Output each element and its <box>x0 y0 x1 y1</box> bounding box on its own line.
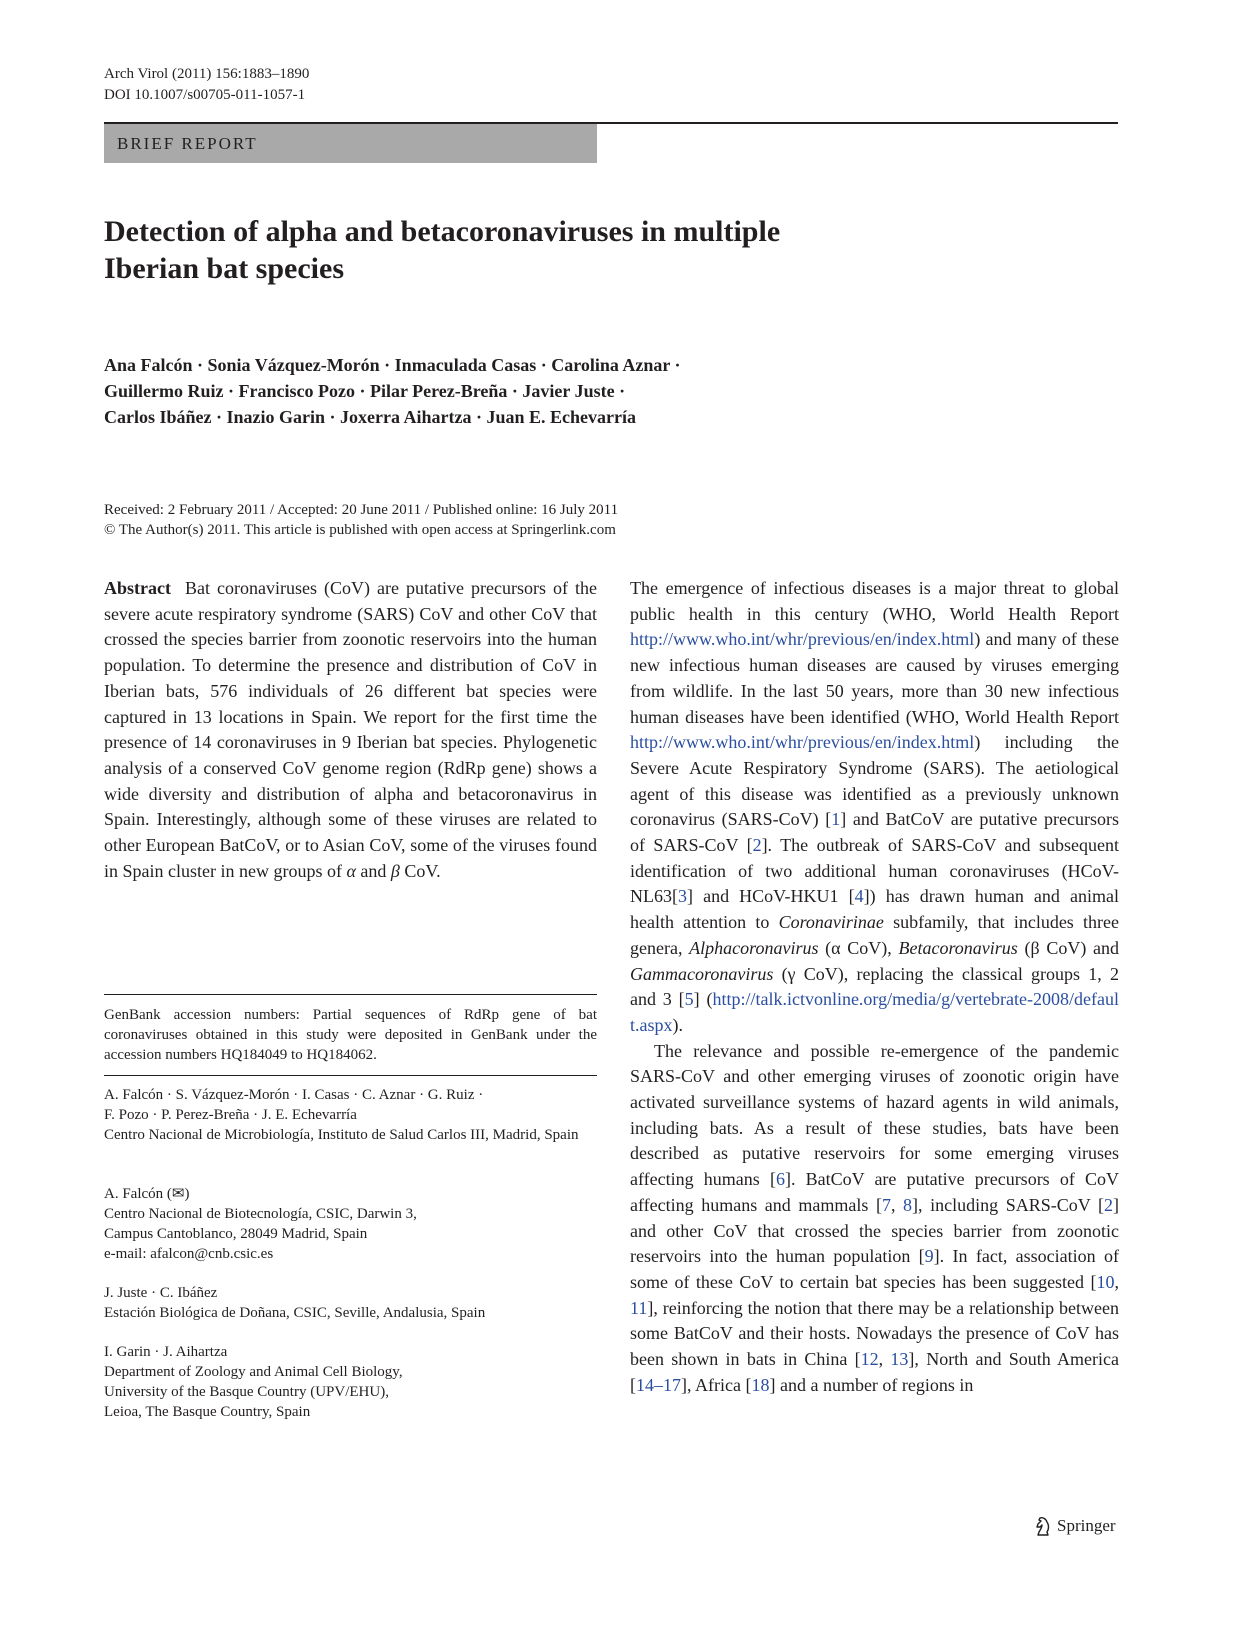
citation-link[interactable]: 18 <box>751 1374 770 1395</box>
body-text-run: ] ( <box>693 989 713 1010</box>
affiliation-names <box>104 1184 597 1204</box>
citation-link[interactable]: 2 <box>1104 1194 1113 1215</box>
citation-link[interactable]: 6 <box>775 1169 785 1190</box>
publication-dates <box>104 500 904 540</box>
citation-link[interactable]: 12 <box>860 1349 879 1370</box>
title-line: Detection of alpha and betacoronaviruses in multiple <box>104 215 781 248</box>
body-text-run: ]. The outbreak of SARS-CoV and subsequent identification of two additional human coronaviruses (HCoV-NL63[ <box>630 835 1119 907</box>
body-text-run: ] and HCoV-HKU1 [ <box>687 886 855 907</box>
body-text <box>630 576 1119 1399</box>
author-line: Guillermo Ruiz · Francisco Pozo · Pilar Perez-Breña · Javier Juste · <box>104 381 626 401</box>
body-text-run: ], North and South America [ <box>630 1349 1119 1395</box>
taxon-name: Alphacoronavirus <box>689 937 819 958</box>
doi-line: DOI 10.1007/s00705-011-1057-1 <box>104 87 306 103</box>
citation-link[interactable]: 2 <box>752 835 762 856</box>
affiliation-address: University of the Basque Country (UPV/EHU), <box>104 1384 389 1400</box>
body-paragraph-2 <box>630 1039 1119 1399</box>
affiliation-email[interactable]: e-mail: afalcon@cnb.csic.es <box>104 1246 274 1262</box>
body-text-run: The relevance and possible re-emergence of the pandemic SARS-CoV and other emerging viruses of zoonotic origin have activated surveillance systems of hazard agents in wild animals, including bats. As a result of these studies, bats have been described as putative reservoirs for some emerging viruses affecting humans [ <box>630 1040 1119 1190</box>
springer-knight-icon <box>1033 1515 1053 1537</box>
body-text-run: ) and many of these new infectious human diseases are caused by viruses emerging from wildlife. In the last 50 years, more than 30 new infectious human diseases have been identified (WHO, World Health Report <box>630 629 1119 727</box>
body-text-run: ] and other CoV that crossed the species barrier from zoonotic reservoirs into the human population [ <box>630 1194 1119 1267</box>
citation-link[interactable]: 10 <box>1096 1271 1115 1292</box>
who-link[interactable]: http://www.who.int/whr/previous/en/index.html <box>630 629 975 650</box>
affiliation-3 <box>104 1283 597 1323</box>
author-line: Ana Falcón · Sonia Vázquez-Morón · Inmaculada Casas · Carolina Aznar · <box>104 355 681 375</box>
copyright-line: © The Author(s) 2011. This article is published with open access at Springerlink.com <box>104 522 616 538</box>
body-text-run: ). <box>672 1014 683 1035</box>
affiliation-address: Centro Nacional de Biotecnología, CSIC, Darwin 3, <box>104 1206 417 1222</box>
abstract-paragraph <box>104 576 597 884</box>
body-text-run: , <box>1114 1271 1119 1292</box>
body-text-run: subfamily, that includes three genera, <box>630 912 1119 958</box>
affiliation-4 <box>104 1342 597 1422</box>
citation-link[interactable]: 5 <box>684 989 694 1010</box>
body-text-run: , <box>890 1194 904 1215</box>
affiliation-institution: Estación Biológica de Doñana, CSIC, Seville, Andalusia, Spain <box>104 1305 486 1321</box>
title-line: Iberian bat species <box>104 252 344 285</box>
citation-link[interactable]: 4 <box>854 886 864 907</box>
section-label: BRIEF REPORT <box>104 124 597 163</box>
citation-link[interactable]: 9 <box>924 1246 934 1267</box>
citation-link[interactable]: 7 <box>881 1194 891 1215</box>
abstract-and: and <box>360 860 387 881</box>
affiliation-1 <box>104 1085 597 1145</box>
body-text-run: ) including the Severe Acute Respiratory Syndrome (SARS). The aetiological agent of this disease was identified as a previously unknown coronavirus (SARS-CoV) [ <box>630 732 1119 830</box>
corresponding-author-name: A. Falcón ( <box>104 1186 172 1202</box>
body-text-run: ], including SARS-CoV [ <box>912 1194 1104 1215</box>
dates-line: Received: 2 February 2011 / Accepted: 20 June 2011 / Published online: 16 July 2011 <box>104 502 619 518</box>
author-line: Carlos Ibáñez · Inazio Garin · Joxerra Aihartza · Juan E. Echevarría <box>104 407 636 427</box>
genbank-note: GenBank accession numbers: Partial sequences of RdRp gene of bat coronaviruses obtained in this study were deposited in GenBank under the accession numbers HQ184049 to HQ184062. <box>104 1007 597 1063</box>
citation-link[interactable]: 14–17 <box>636 1374 681 1395</box>
affiliation-address: Leioa, The Basque Country, Spain <box>104 1404 311 1420</box>
body-text-run: ]) has drawn human and animal health attention to <box>630 886 1119 933</box>
affiliation-address: Campus Cantoblanco, 28049 Madrid, Spain <box>104 1226 368 1242</box>
body-text-run: The emergence of infectious diseases is a major threat to global public health in this century (WHO, World Health Report <box>630 578 1119 624</box>
body-text-run: ]. BatCoV are putative precursors of CoV affecting humans and mammals [ <box>630 1169 1120 1215</box>
body-paragraph-1 <box>630 576 1119 1039</box>
affiliation-names: A. Falcón · S. Vázquez-Morón · I. Casas · C. Aznar · G. Ruiz · <box>104 1087 484 1103</box>
publisher-logo <box>1033 1514 1116 1538</box>
journal-volume-line: Arch Virol (2011) 156:1883–1890 <box>104 66 310 82</box>
taxon-name: Betacoronavirus <box>898 937 1018 958</box>
journal-citation <box>104 64 309 106</box>
envelope-icon: ✉ <box>171 1186 185 1202</box>
ictv-link[interactable]: http://talk.ictvonline.org/media/g/vertebrate-2008/default.aspx <box>630 989 1119 1035</box>
abstract <box>104 576 597 884</box>
beta-symbol: β <box>390 860 400 881</box>
alpha-symbol: α <box>346 860 356 881</box>
affiliation-institution: Centro Nacional de Microbiología, Instituto de Salud Carlos III, Madrid, Spain <box>104 1127 579 1143</box>
affiliation-2 <box>104 1184 597 1264</box>
abstract-end: CoV. <box>404 860 441 881</box>
body-text-run: (α CoV), <box>825 937 892 958</box>
body-text-run: ] and a number of regions in <box>769 1374 974 1395</box>
affiliation-address: Department of Zoology and Animal Cell Biology, <box>104 1364 403 1380</box>
affiliation-names: I. Garin · J. Aihartza <box>104 1344 228 1360</box>
citation-link[interactable]: 13 <box>890 1349 909 1370</box>
affiliation-names: J. Juste · C. Ibáñez <box>104 1285 218 1301</box>
body-text-run: ], Africa [ <box>681 1374 752 1395</box>
body-text-run: (β CoV) and <box>1024 937 1119 958</box>
body-text-run: , <box>878 1349 891 1370</box>
affiliation-rule <box>104 1075 597 1076</box>
author-list <box>104 352 904 430</box>
citation-link[interactable]: 8 <box>903 1194 913 1215</box>
footnote-rule <box>104 994 597 995</box>
taxon-name: Coronavirinae <box>778 912 884 933</box>
who-link[interactable]: http://www.who.int/whr/previous/en/index.html <box>630 732 975 753</box>
body-text-run: (γ CoV), replacing the classical groups 1, 2 and 3 [ <box>630 963 1120 1010</box>
article-title <box>104 213 904 287</box>
abstract-label: Abstract <box>104 578 171 598</box>
taxon-name: Gammacoronavirus <box>630 963 774 984</box>
paren-close: ) <box>184 1186 190 1202</box>
citation-link[interactable]: 3 <box>678 886 687 907</box>
affiliation-names: F. Pozo · P. Perez-Breña · J. E. Echevarría <box>104 1107 357 1123</box>
publisher-name: Springer <box>1057 1516 1116 1535</box>
body-text-run: ] and BatCoV are putative precursors of SARS-CoV [ <box>630 809 1119 856</box>
abstract-text: Bat coronaviruses (CoV) are putative precursors of the severe acute respiratory syndrome (SARS) CoV and other CoV that crossed the species barrier from zoonotic reservoirs into the human population. To determine the presence and distribution of CoV in Iberian bats, 576 individuals of 26 different bat species were captured in 13 locations in Spain. We report for the first time the presence of 14 coronaviruses in 9 Iberian bat species. Phylogenetic analysis of a conserved CoV genome region (RdRp gene) shows a wide diversity and distribution of alpha and betacoronavirus in Spain. Interestingly, although some of these viruses are related to other European BatCoV, or to Asian CoV, some of the viruses found in Spain cluster in new groups of <box>104 578 597 881</box>
citation-link[interactable]: 11 <box>630 1297 648 1318</box>
body-text-run: ]. In fact, association of some of these CoV to certain bat species has been suggested [ <box>630 1246 1119 1292</box>
citation-link[interactable]: 1 <box>831 809 841 830</box>
body-text-run: ], reinforcing the notion that there may be a relationship between some BatCoV and their hosts. Nowadays the presence of CoV has been shown in bats in China [ <box>630 1297 1119 1370</box>
